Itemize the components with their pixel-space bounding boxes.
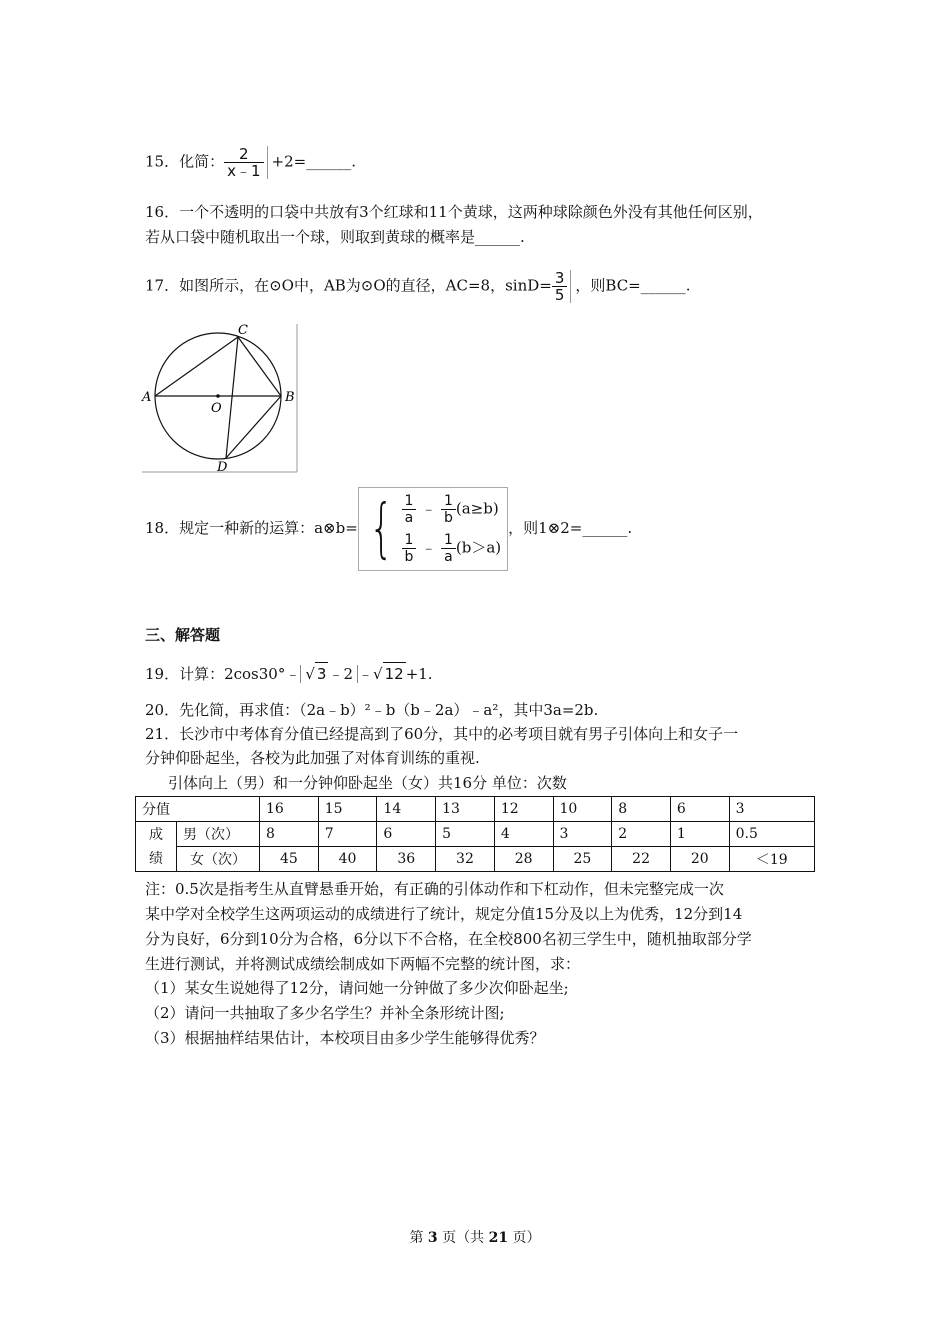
question-21-line2: 分钟仰卧起坐，各校为此加强了对体育训练的重视. xyxy=(145,749,480,767)
q21-sub-3: （3）根据抽样结果估计，本校项目由多少学生能够得优秀？ xyxy=(145,1029,545,1047)
score-cell: 12 xyxy=(494,797,553,822)
female-cell: 20 xyxy=(670,847,729,872)
circle-figure xyxy=(140,322,300,474)
female-cell: 22 xyxy=(612,847,671,872)
q19-mid2: ﹣ xyxy=(358,665,374,683)
group-label-2: 绩 xyxy=(149,850,163,867)
group-label-1: 成 xyxy=(149,826,163,843)
q19-absolute-value: √ 3 ﹣2 xyxy=(300,665,358,683)
case1-num2: 1 xyxy=(441,493,456,510)
label-o: O xyxy=(211,401,222,416)
q15-suffix: +2=______. xyxy=(271,152,356,171)
q18-cases xyxy=(402,490,502,568)
q15-fraction xyxy=(224,146,267,179)
chord-cd xyxy=(226,337,238,458)
table-row-header xyxy=(136,797,815,822)
q19-mid1: ﹣2 xyxy=(328,665,354,683)
footer-post: 页） xyxy=(508,1230,541,1246)
question-16-line1: 16．一个不透明的口袋中共放有3个红球和11个黄球，这两种球除颜色外没有其他任何区别， xyxy=(145,203,763,221)
score-cell: 10 xyxy=(553,797,612,822)
q17-suffix: ，则BC=______. xyxy=(575,276,691,295)
label-a: A xyxy=(142,390,152,405)
question-16-line2: 若从口袋中随机取出一个球，则取到黄球的概率是______. xyxy=(145,228,525,246)
q19-radicand-1: 3 xyxy=(315,662,329,685)
female-cell: 36 xyxy=(377,847,436,872)
male-cell: 0.5 xyxy=(729,822,814,847)
question-19: 19．计算：2cos30°﹣ √ 3 ﹣2 ﹣√ 12 +1. xyxy=(145,662,433,685)
case2-num1: 1 xyxy=(402,532,417,549)
footer-page-number: 3 xyxy=(427,1230,438,1246)
score-cell: 8 xyxy=(612,797,671,822)
q18-case-1: $\frac{1}{a}$ ﹣ $\frac{1}{b}$ (a≥b) xyxy=(402,490,502,529)
score-table xyxy=(135,796,815,872)
male-cell: 6 xyxy=(377,822,436,847)
question-15 xyxy=(145,146,356,179)
female-cell: 28 xyxy=(494,847,553,872)
table-row-male xyxy=(136,822,815,847)
left-brace-icon: { xyxy=(368,492,394,566)
page-footer xyxy=(0,1227,950,1247)
center-point xyxy=(216,394,220,398)
q17-numerator: 3 xyxy=(552,270,568,287)
q15-numerator: 2 xyxy=(224,146,263,163)
table-row-female xyxy=(136,847,815,872)
case2-condition: (b＞a) xyxy=(455,538,502,557)
score-cell: 6 xyxy=(670,797,729,822)
case2-den1: b xyxy=(404,549,414,565)
case1-den2: b xyxy=(443,510,453,526)
chord-cb xyxy=(238,337,281,396)
case1-den1: a xyxy=(404,510,414,526)
male-cell: 3 xyxy=(553,822,612,847)
question-21-line1: 21．长沙市中考体育分值已经提高到了60分，其中的必考项目就有男子引体向上和女子一 xyxy=(145,725,739,743)
footer-total-pages: 21 xyxy=(488,1230,509,1246)
male-cell: 8 xyxy=(260,822,319,847)
case2-num2: 1 xyxy=(441,532,456,549)
male-cell: 5 xyxy=(436,822,495,847)
female-cell: 32 xyxy=(436,847,495,872)
label-b: B xyxy=(285,390,295,405)
male-cell: 2 xyxy=(612,822,671,847)
q19-suffix: +1. xyxy=(405,665,433,683)
female-label: 女（次） xyxy=(177,847,260,872)
q17-denominator: 5 xyxy=(554,286,565,304)
q21-body-3: 生进行测试，并将测试成绩绘制成如下两幅不完整的统计图，求： xyxy=(145,955,581,973)
case2-den2: a xyxy=(444,549,453,565)
footer-pre: 第 xyxy=(409,1230,428,1246)
case1-condition: (a≥b) xyxy=(455,499,499,518)
footer-mid: 页（共 xyxy=(437,1230,489,1246)
q19-prefix: 19．计算：2cos30°﹣ xyxy=(145,665,301,683)
score-cell: 13 xyxy=(436,797,495,822)
question-20: 20．先化简，再求值：（2a﹣b）²﹣b（b﹣2a）﹣a²，其中3a=2b. xyxy=(145,701,599,719)
female-cell: 40 xyxy=(318,847,377,872)
female-cell: 25 xyxy=(553,847,612,872)
chord-ac xyxy=(155,337,238,396)
section-heading: 三、解答题 xyxy=(145,626,221,644)
score-cell: 15 xyxy=(318,797,377,822)
female-cell: 45 xyxy=(260,847,319,872)
score-cell: 3 xyxy=(729,797,814,822)
q21-sub-2: （2）请问一共抽取了多少名学生？并补全条形统计图; xyxy=(145,1004,505,1022)
table-caption: 引体向上（男）和一分钟仰卧起坐（女）共16分 单位：次数 xyxy=(168,774,567,792)
q21-body-2: 分为良好，6分到10分为合格，6分以下不合格，在全校800名初三学生中，随机抽取部分学 xyxy=(145,930,752,948)
q21-sub-1: （1）某女生说她得了12分，请问她一分钟做了多少次仰卧起坐; xyxy=(145,979,569,997)
question-17 xyxy=(145,270,691,303)
female-cell: ＜19 xyxy=(729,847,814,872)
male-cell: 1 xyxy=(670,822,729,847)
q17-prefix: 17．如图所示，在⊙O中，AB为⊙O的直径，AC=8，sinD= xyxy=(145,276,552,295)
score-cell: 14 xyxy=(377,797,436,822)
label-d: D xyxy=(217,460,228,474)
male-cell: 7 xyxy=(318,822,377,847)
header-label: 分值 xyxy=(136,797,260,822)
group-label xyxy=(136,822,177,872)
q18-prefix: 18．规定一种新的运算：a⊗b= xyxy=(145,519,358,537)
q15-prefix: 15．化简： xyxy=(145,152,225,171)
q19-radicand-2: 12 xyxy=(383,662,406,685)
score-cell: 16 xyxy=(260,797,319,822)
q15-denominator: x﹣1 xyxy=(227,162,261,180)
question-18 xyxy=(145,487,632,571)
male-label: 男（次） xyxy=(177,822,260,847)
label-c: C xyxy=(238,323,248,338)
q17-fraction xyxy=(552,270,572,303)
q18-case-2: $\frac{1}{b}$ ﹣ $\frac{1}{a}$ (b＞a) xyxy=(402,529,502,568)
q21-body-1: 某中学对全校学生这两项运动的成绩进行了统计，规定分值15分及以上为优秀，12分到14 xyxy=(145,905,743,923)
male-cell: 4 xyxy=(494,822,553,847)
q18-suffix: ，则1⊗2=______. xyxy=(508,519,633,537)
q18-piecewise xyxy=(358,487,508,571)
table-note: 注：0.5次是指考生从直臂悬垂开始，有正确的引体动作和下杠动作，但未完整完成一次 xyxy=(145,880,724,898)
case1-num1: 1 xyxy=(402,493,417,510)
